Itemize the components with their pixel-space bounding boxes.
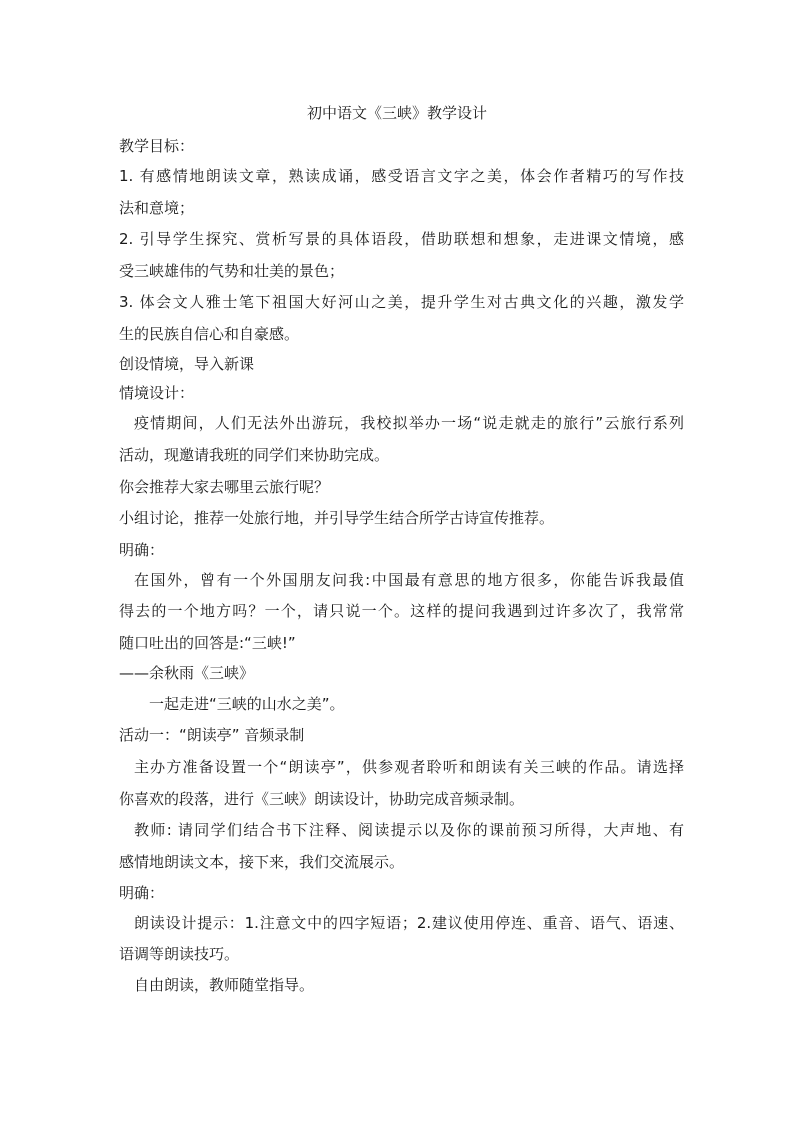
section-heading: 创设情境，导入新课 [119,355,255,373]
section-heading-activity: 活动一：“朗读亭” 音频录制 [119,726,305,744]
section-heading: 明确： [119,541,165,559]
paragraph-line: 生的民族自信心和自豪感。 [119,325,300,343]
paragraph-line: 一起走进“三峡的山水之美”。 [149,695,345,713]
paragraph-line: 你喜欢的段落，进行《三峡》朗读设计，协助完成音频录制。 [119,790,525,808]
quote-line: 在国外，曾有一个外国朋友问我:中国最有意思的地方很多，你能告诉我最值 [134,571,684,589]
paragraph-line: 活动，现邀请我班的同学们来协助完成。 [119,446,390,464]
paragraph-line: 语调等朗读技巧。 [119,945,240,963]
paragraph-line: 疫情期间，人们无法外出游玩，我校拟举办一场“说走就走的旅行”云旅行系列 [134,414,684,432]
quote-attribution: ——余秋雨《三峡》 [119,664,255,682]
document-title: 初中语文《三峡》教学设计 [306,104,487,122]
paragraph-line: 主办方准备设置一个“朗读亭”，供参观者聆听和朗读有关三峡的作品。请选择 [134,758,684,776]
paragraph-line: 朗读设计提示：1.注意文中的四字短语；2.建议使用停连、重音、语气、语速、 [134,914,684,932]
paragraph-line: 教师: 请同学们结合书下注释、阅读提示以及你的课前预习所得，大声地、有 [134,821,684,839]
section-heading: 明确： [119,884,165,902]
section-heading: 情境设计： [119,384,195,402]
paragraph-line: 受三峡雄伟的气势和壮美的景色； [119,262,345,280]
quote-line: 随口吐出的回答是:“三峡!” [119,634,296,652]
paragraph-line: 1. 有感情地朗读文章，熟读成诵，感受语言文字之美，体会作者精巧的写作技 [119,167,684,185]
paragraph-line: 感情地朗读文本，接下来，我们交流展示。 [119,853,405,871]
paragraph-line: 自由朗读，教师随堂指导。 [134,976,315,994]
paragraph-line: 你会推荐大家去哪里云旅行呢？ [119,478,330,496]
paragraph-line: 法和意境； [119,199,195,217]
paragraph-line: 小组讨论，推荐一处旅行地，并引导学生结合所学古诗宣传推荐。 [119,509,555,527]
quote-line: 得去的一个地方吗？一个，请只说一个。这样的提问我遇到过许多次了，我常常 [119,602,684,620]
section-heading-objectives: 教学目标： [119,137,195,155]
paragraph-line: 3. 体会文人雅士笔下祖国大好河山之美，提升学生对古典文化的兴趣，激发学 [119,293,684,311]
paragraph-line: 2. 引导学生探究、赏析写景的具体语段，借助联想和想象，走进课文情境，感 [119,230,684,248]
